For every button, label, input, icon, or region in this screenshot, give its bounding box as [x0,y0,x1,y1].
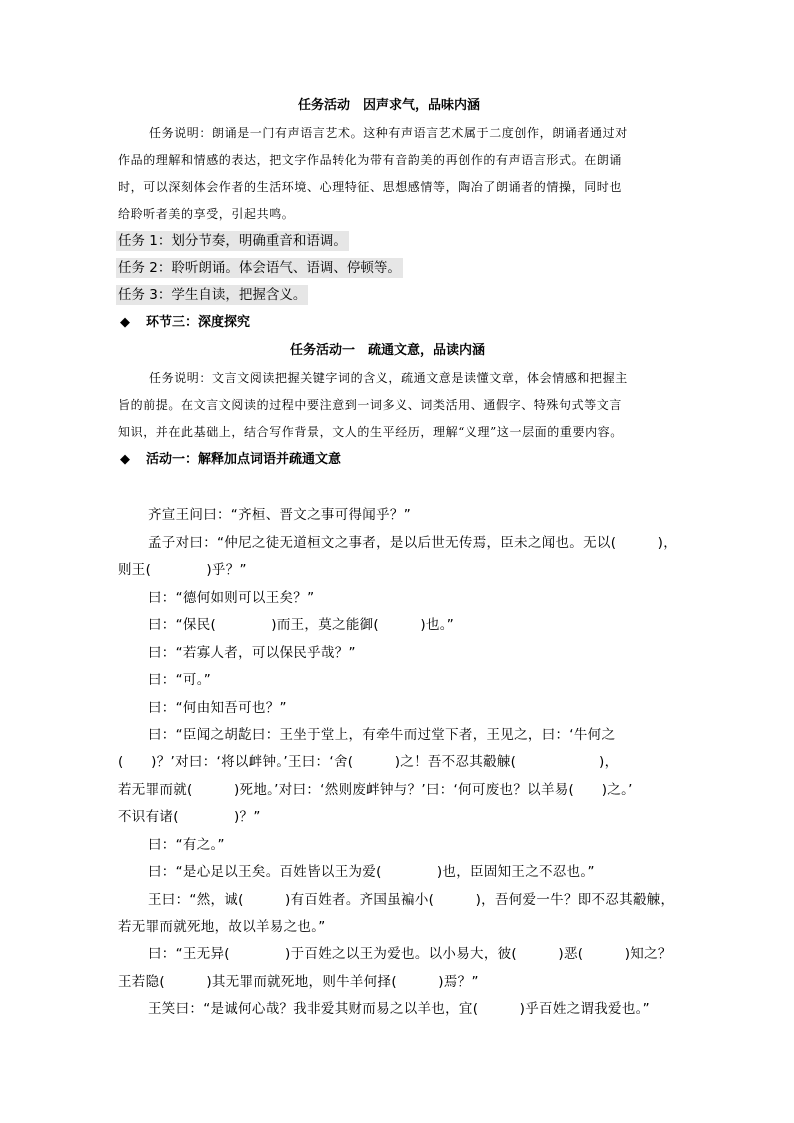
passage-line: 曰：“可。” [148,672,212,688]
passage-line: 若无罪而就死地，故以羊易之也。” [118,919,326,935]
passage-line: 王若隐( )其无罪而就死地，则牛羊何择( )焉？” [118,974,479,990]
passage-line: 不识有诸( )？” [118,809,261,825]
passage-line: 王笑曰：“是诚何心哉？我非爱其财而易之以羊也，宜( )乎百姓之谓我爱也。” [148,1001,650,1017]
task-description-line: 时，可以深刻体会作者的生活环境、心理特征、思想感情等，陶冶了朗诵者的情操，同时也 [118,180,623,194]
activity-heading [120,450,341,470]
passage-line: 曰：“德何如则可以王矣？” [148,590,315,606]
activity-heading-text: 活动一：解释加点词语并疏通文意 [146,452,342,467]
task-description-line: 任务说明：朗诵是一门有声语言艺术。这种有声语言艺术属于二度创作，朗诵者通过对 [149,126,628,140]
task-item-1: 任务 1：划分节奏，明确重音和语调。 [118,233,347,249]
passage-line: 曰：“若寡人者，可以保民乎哉？” [148,645,356,661]
task-description-line: 知识，并在此基础上，结合写作背景，文人的生平经历，理解“义理”这一层面的重要内容。 [118,425,623,439]
passage-line: 则王( )乎？” [118,562,247,578]
section-title-2: 任务活动一 疏通文意，品读内涵 [290,343,486,358]
task-item-2: 任务 2：聆听朗诵。体会语气、语调、停顿等。 [118,260,401,276]
passage-line: 曰：“有之。” [148,837,225,853]
task-description-line: 作品的理解和情感的表达，把文字作品转化为带有音韵美的再创作的有声语言形式。在朗诵 [118,153,623,167]
section-heading-text: 环节三：深度探究 [146,315,251,330]
task-description-line: 给聆听者美的享受，引起共鸣。 [118,207,295,221]
passage-line: 曰：“王无异( )于百姓之以王为爱也。以小易大，彼( )恶( )知之？ [148,946,672,962]
task-description-line: 旨的前提。在文言文阅读的过程中要注意到一词多义、词类活用、通假字、特殊句式等文言 [118,398,623,412]
passage-line: 曰：“臣闻之胡龁曰：王坐于堂上，有牵牛而过堂下者，王见之，曰：‘牛何之 [148,727,616,743]
section-heading-stage3 [120,313,250,333]
passage-line: 若无罪而就( )死地。’对曰：‘然则废衅钟与？’曰：‘何可废也？以羊易( )之。’ [118,782,633,798]
diamond-bullet-icon: ◆ [120,452,130,467]
passage-line: 齐宣王问曰：“齐桓、晋文之事可得闻乎？” [148,507,411,523]
passage-line: 王曰：“然，诚( )有百姓者。齐国虽褊小( )，吾何爱一牛？即不忍其觳觫， [148,892,675,908]
task-item-3: 任务 3：学生自读，把握含义。 [118,287,307,303]
diamond-bullet-icon: ◆ [120,315,130,330]
task-description-line: 任务说明：文言文阅读把握关键字词的含义，疏通文意是读懂文章，体会情感和把握主 [149,371,628,385]
passage-line: 孟子对曰：“仲尼之徒无道桓文之事者，是以后世无传焉，臣未之闻也。无以( )， [148,535,678,551]
section-title-1: 任务活动 因声求气，品味内涵 [298,98,481,113]
passage-line: 曰：“何由知吾可也？” [148,700,287,716]
passage-line: ( )？’对曰：‘将以衅钟。’王曰：‘舍( )之！吾不忍其觳觫( )， [118,754,619,770]
passage-line: 曰：“是心足以王矣。百姓皆以王为爱( )也，臣固知王之不忍也。” [148,864,595,880]
passage-line: 曰：“保民( )而王，莫之能御( )也。” [148,617,455,633]
